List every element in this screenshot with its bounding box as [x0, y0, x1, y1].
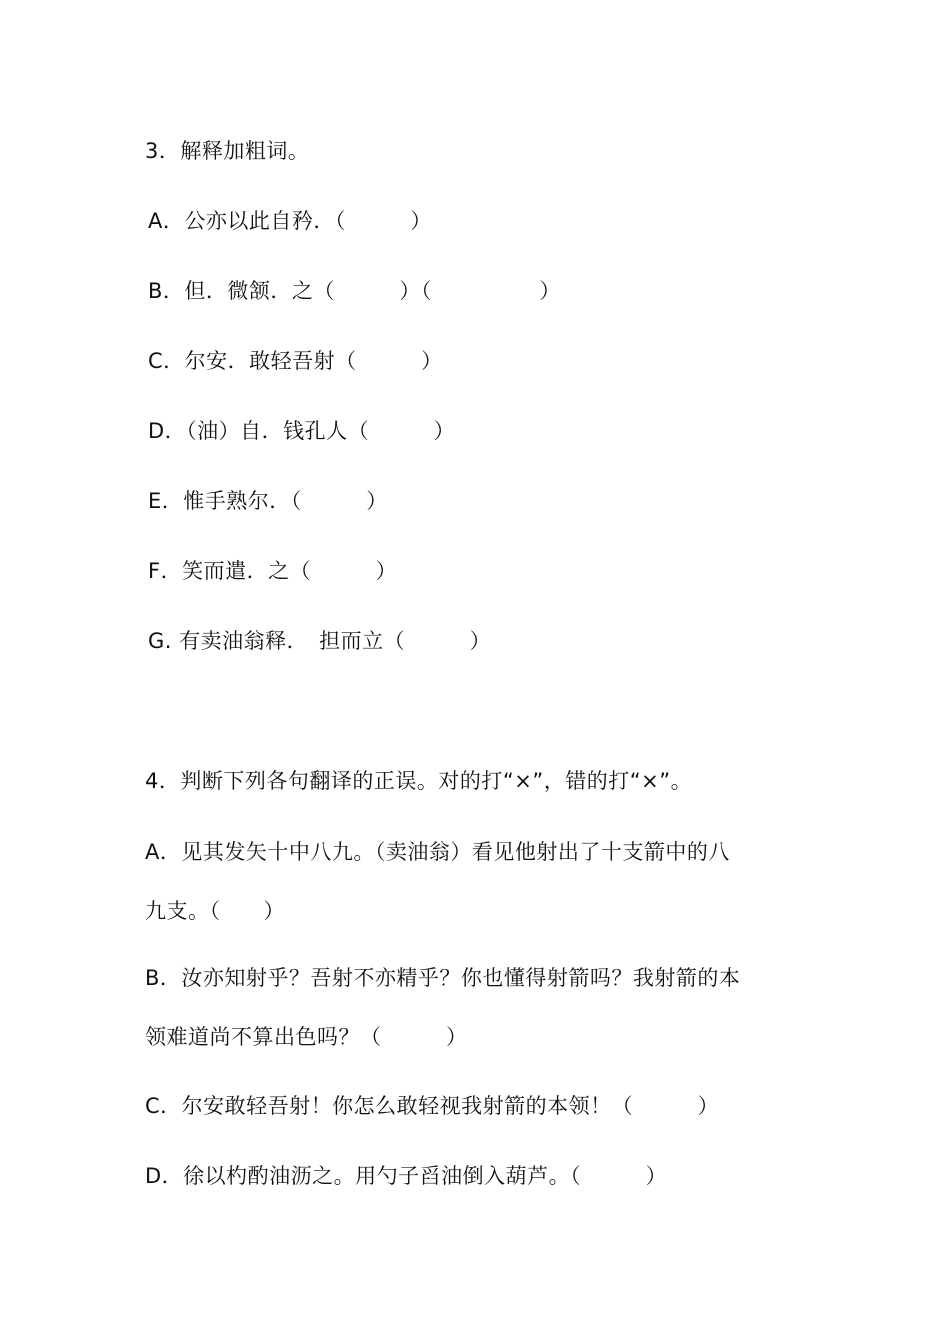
- q3-item-c: C．尔安．敢轻吾射（ ）: [148, 349, 443, 373]
- q3-item-f: F．笑而遣．之（ ）: [148, 559, 398, 583]
- q4-item-b-line1: B．汝亦知射乎？吾射不亦精乎？你也懂得射箭吗？我射箭的本: [145, 966, 741, 990]
- q4-item-b-line2: 领难道尚不算出色吗？（ ）: [145, 1025, 468, 1049]
- q4-item-c: C．尔安敢轻吾射！你怎么敢轻视我射箭的本领！（ ）: [145, 1094, 720, 1118]
- q4-title: 4．判断下列各句翻译的正误。对的打“×”，错的打“×”。: [145, 769, 693, 793]
- q4-item-a-line1: A．见其发矢十中八九。（卖油翁）看见他射出了十支箭中的八: [145, 840, 730, 864]
- q3-item-b: B．但．微颔．之（ ）（ ）: [148, 279, 561, 303]
- q4-item-a-line2: 九支。（ ）: [145, 899, 285, 923]
- q3-title: 3．解释加粗词。: [145, 139, 310, 163]
- q3-item-g: G. 有卖油翁释． 担而立（ ）: [148, 629, 492, 653]
- q3-item-e: E．惟手熟尔．（ ）: [148, 489, 388, 513]
- q3-item-d: D．（油）自．钱孔人（ ）: [148, 419, 456, 443]
- q3-item-a: A．公亦以此自矜．（ ）: [148, 209, 432, 233]
- q4-item-d: D．徐以杓酌油沥之。用勺子舀油倒入葫芦。（ ）: [145, 1164, 668, 1188]
